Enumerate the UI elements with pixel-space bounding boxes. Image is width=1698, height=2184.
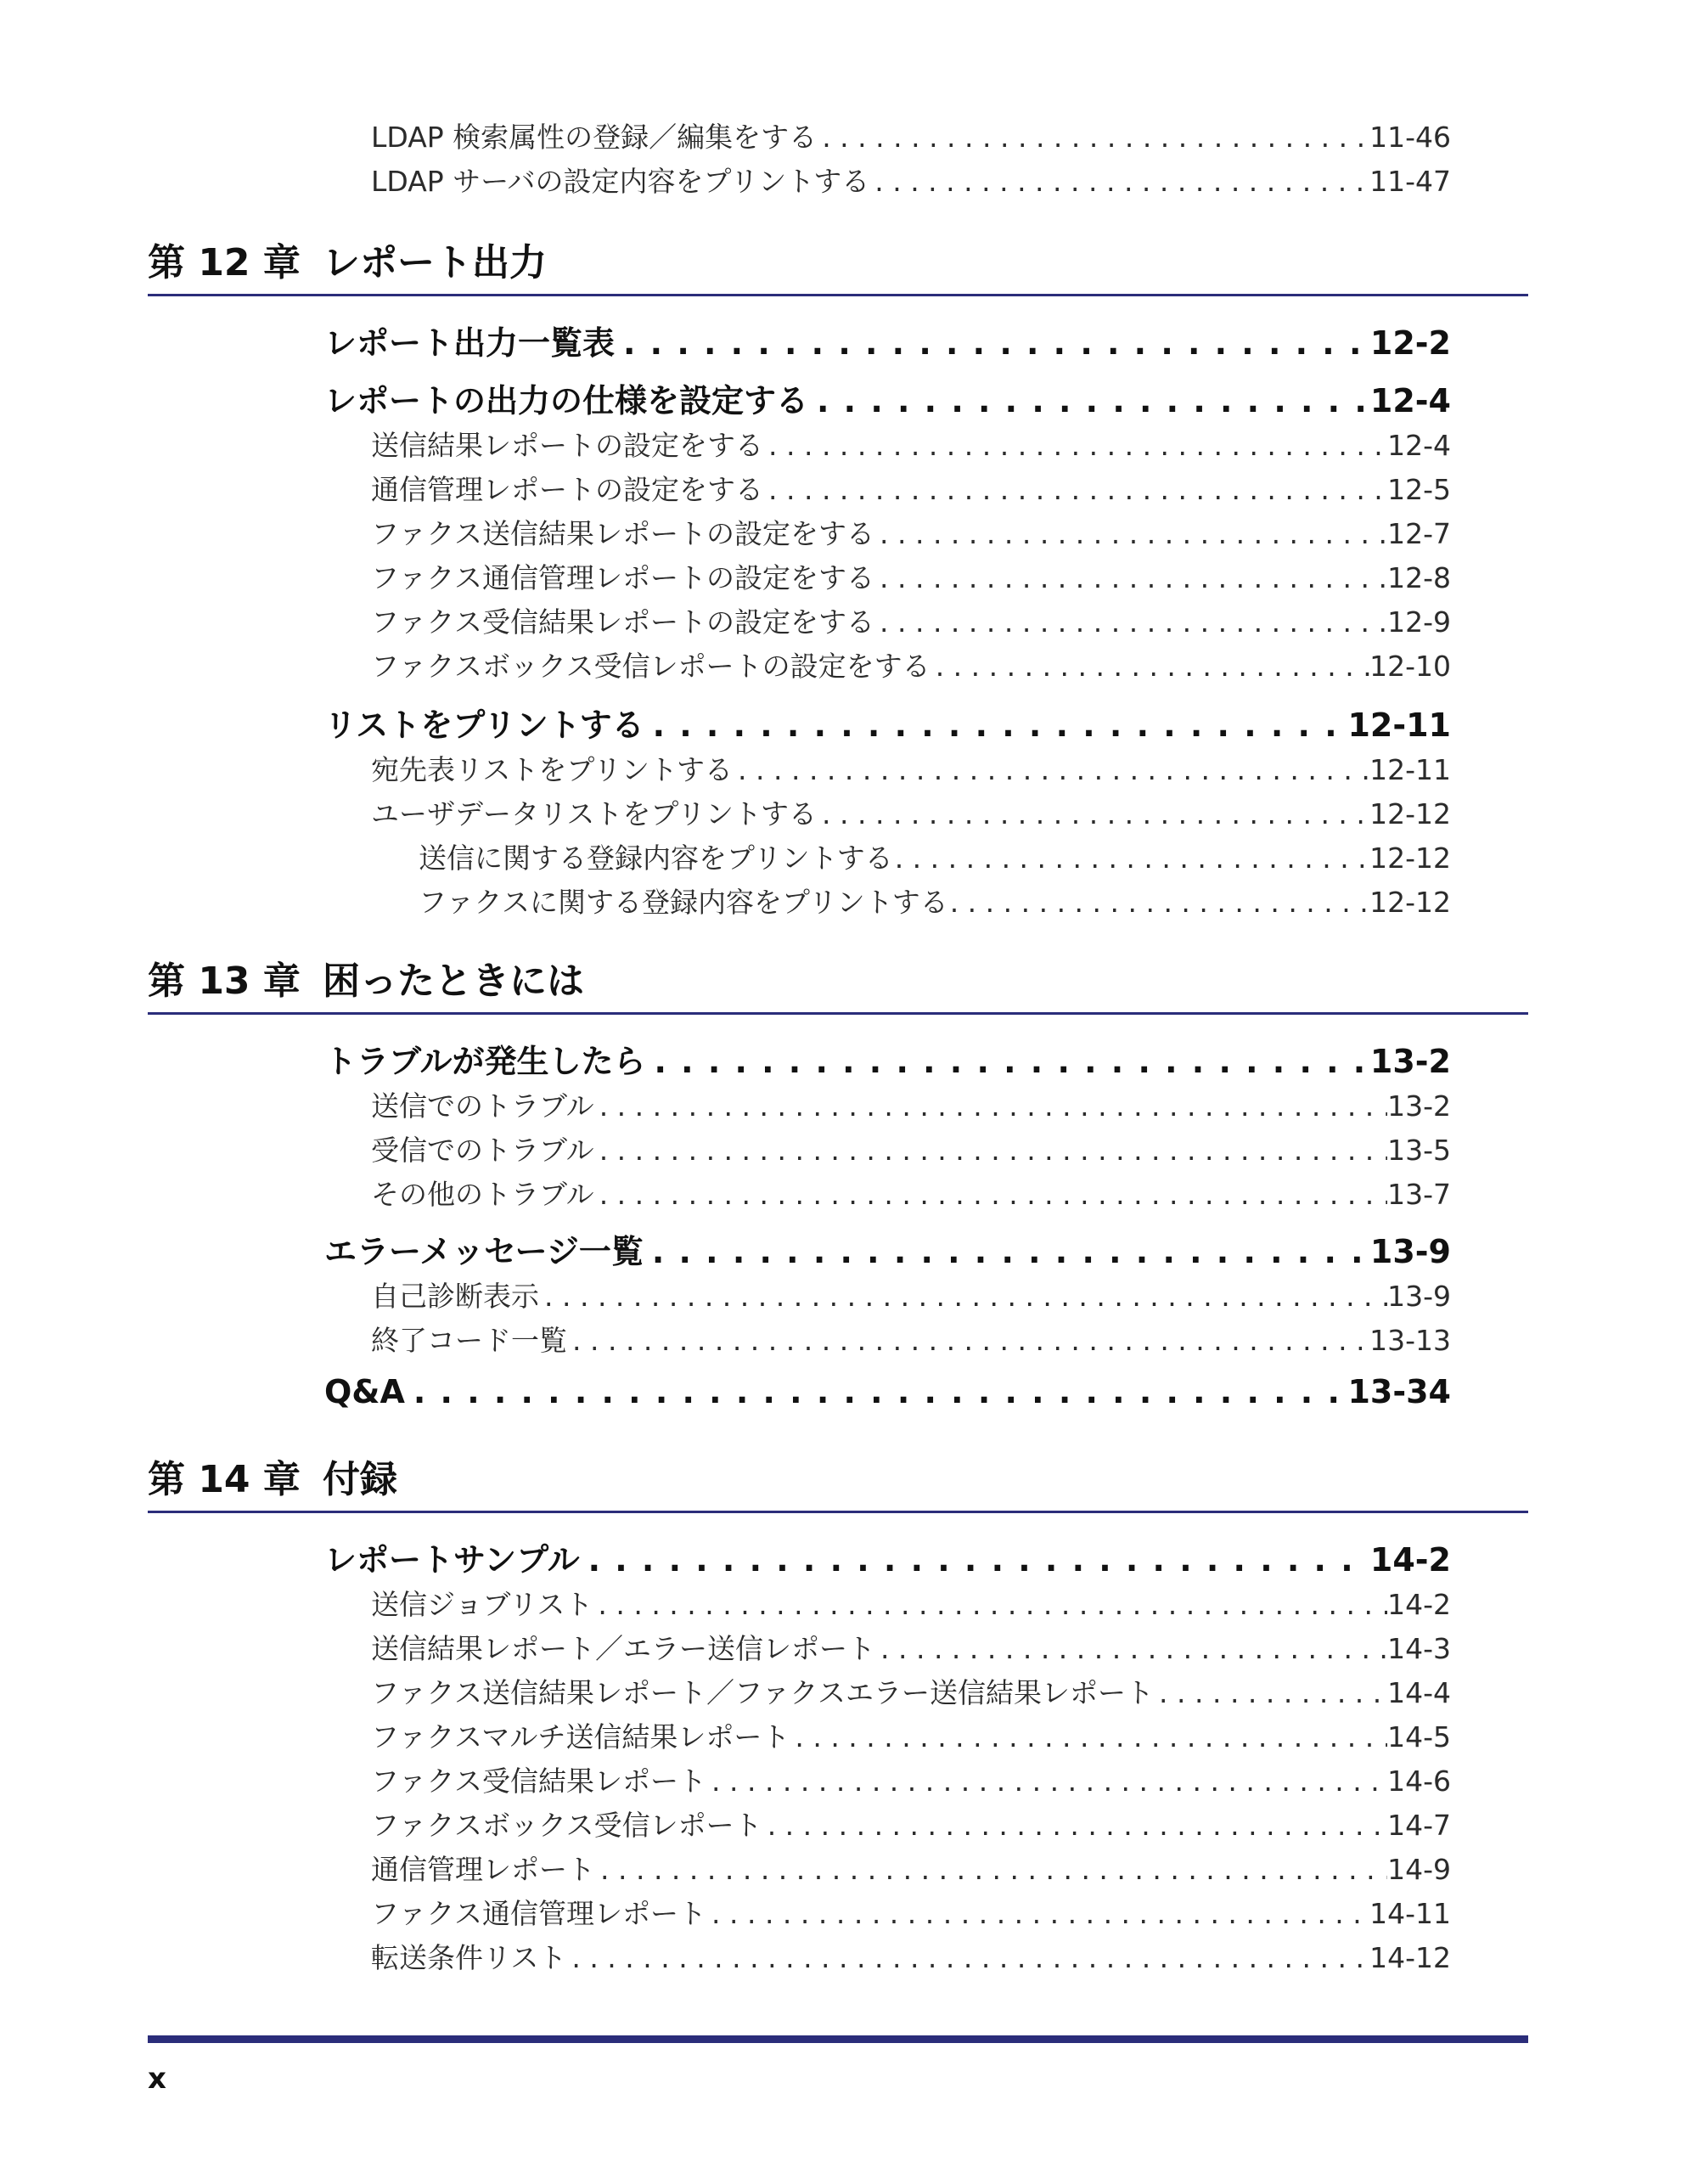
toc-entry[interactable] (371, 600, 1451, 640)
toc-entry[interactable] (371, 468, 1451, 508)
toc-entry[interactable] (371, 645, 1451, 684)
chapter-number: 第 14 章 (148, 1458, 301, 1501)
toc-entry[interactable] (371, 1671, 1451, 1711)
dot-leader (405, 1373, 1348, 1410)
toc-entry-page: 14-4 (1387, 1676, 1451, 1709)
toc-entry-page: 14-11 (1369, 1897, 1451, 1930)
toc-entry-title: 受信でのトラブル (371, 1134, 594, 1167)
toc-entry[interactable] (371, 1759, 1451, 1799)
toc-entry[interactable] (371, 1715, 1451, 1755)
toc-entry-page: 14-12 (1369, 1941, 1451, 1974)
dot-leader (706, 1765, 1387, 1798)
chapter-title: 困ったときには (323, 960, 584, 1003)
toc-entry[interactable] (371, 1275, 1451, 1314)
toc-entry-page: 13-13 (1369, 1324, 1451, 1357)
chapter-rule (148, 1012, 1528, 1015)
toc-entry[interactable] (371, 1319, 1451, 1359)
toc-entry-title: ファクス送信結果レポートの設定をする (371, 517, 875, 550)
chapter-title: 付録 (323, 1458, 397, 1501)
dot-leader (566, 1941, 1369, 1974)
toc-entry[interactable] (371, 1173, 1451, 1213)
toc-entry-title: 通信管理レポートの設定をする (371, 473, 763, 506)
toc-entry-page: 14-2 (1387, 1588, 1451, 1621)
toc-entry-title: 自己診断表示 (371, 1280, 539, 1313)
chapter-number: 第 13 章 (148, 960, 301, 1003)
toc-section-page: 12-11 (1347, 706, 1451, 744)
toc-entry-title: LDAP サーバの設定内容をプリントする (371, 165, 870, 198)
toc-entry-page: 12-12 (1369, 797, 1451, 830)
toc-entry[interactable] (371, 424, 1451, 464)
toc-entry-page: 12-11 (1369, 753, 1451, 786)
footer-rule (148, 2035, 1528, 2043)
toc-section-title: Q&A (324, 1373, 405, 1410)
dot-leader (763, 473, 1387, 506)
dot-leader (817, 797, 1369, 830)
toc-subentry-page: 12-12 (1369, 886, 1451, 919)
dot-leader (733, 753, 1369, 786)
toc-entry[interactable] (371, 160, 1451, 200)
chapter-rule (148, 1511, 1528, 1513)
toc-entry-title: 転送条件リスト (371, 1941, 567, 1974)
toc-entry-page: 11-46 (1369, 121, 1451, 154)
toc-entry-title: 送信結果レポート／エラー送信レポート (371, 1632, 875, 1665)
toc-section[interactable] (324, 317, 1451, 363)
toc-entry-title: ユーザデータリストをプリントする (371, 797, 818, 830)
chapter-heading (148, 1449, 1527, 1500)
dot-leader (539, 1280, 1387, 1313)
dot-leader (874, 561, 1387, 594)
dot-leader (645, 1043, 1369, 1080)
toc-entry[interactable] (371, 792, 1451, 832)
dot-leader (931, 650, 1369, 683)
toc-section-title: エラーメッセージ一覧 (324, 1233, 644, 1270)
toc-entry-title: ファクスマルチ送信結果レポート (371, 1720, 790, 1753)
toc-section-title: レポートの出力の仕様を設定する (324, 382, 809, 419)
toc-entry-page: 12-7 (1387, 517, 1451, 550)
dot-leader (874, 605, 1387, 639)
toc-entry-title: 送信結果レポートの設定をする (371, 429, 763, 462)
toc-subentry-page: 12-12 (1369, 842, 1451, 875)
dot-leader (644, 706, 1348, 744)
toc-entry-page: 12-10 (1369, 650, 1451, 683)
toc-entry-page: 14-6 (1387, 1765, 1451, 1798)
toc-entry-title: ファクス通信管理レポートの設定をする (371, 561, 875, 594)
toc-entry-title: ファクスボックス受信レポート (371, 1809, 762, 1842)
toc-section-page: 14-2 (1369, 1541, 1451, 1579)
dot-leader (595, 1853, 1387, 1886)
toc-entry-page: 14-5 (1387, 1720, 1451, 1753)
toc-section[interactable] (324, 1035, 1451, 1082)
dot-leader (874, 517, 1387, 550)
dot-leader (948, 886, 1369, 919)
chapter-title: レポート出力 (323, 241, 547, 284)
toc-entry[interactable] (371, 512, 1451, 552)
toc-entry-page: 14-9 (1387, 1853, 1451, 1886)
dot-leader (594, 1178, 1387, 1211)
toc-entry-title: 終了コード一覧 (371, 1324, 567, 1357)
toc-entry[interactable] (371, 1583, 1451, 1623)
toc-section-page: 12-2 (1369, 324, 1451, 362)
toc-subentry-title: 送信に関する登録内容をプリントする (419, 842, 893, 875)
toc-entry-page: 12-9 (1387, 605, 1451, 639)
toc-entry-title: LDAP 検索属性の登録／編集をする (371, 121, 818, 154)
dot-leader (763, 429, 1387, 462)
toc-entry-page: 12-5 (1387, 473, 1451, 506)
toc-entry-page: 13-5 (1387, 1134, 1451, 1167)
chapter-heading (148, 950, 1527, 1001)
toc-section[interactable] (324, 699, 1451, 746)
dot-leader (817, 121, 1369, 154)
toc-entry[interactable] (371, 1084, 1451, 1124)
chapter-heading (148, 232, 1527, 283)
toc-entry[interactable] (371, 556, 1451, 596)
toc-entry[interactable] (371, 1627, 1451, 1667)
dot-leader (594, 1089, 1387, 1123)
toc-section-title: レポート出力一覧表 (324, 324, 616, 362)
dot-leader (580, 1541, 1370, 1579)
dot-leader (594, 1134, 1387, 1167)
toc-entry-title: ファクス受信結果レポート (371, 1765, 707, 1798)
toc-section[interactable] (324, 1534, 1451, 1580)
dot-leader (790, 1720, 1387, 1753)
toc-entry-title: ファクス受信結果レポートの設定をする (371, 605, 875, 639)
toc-subentry[interactable] (419, 881, 1451, 920)
dot-leader (644, 1233, 1370, 1270)
toc-entry-title: 通信管理レポート (371, 1853, 595, 1886)
toc-entry-title: 送信でのトラブル (371, 1089, 594, 1123)
toc-entry[interactable] (371, 1892, 1451, 1932)
toc-entry-title: ファクス送信結果レポート／ファクスエラー送信結果レポート (371, 1676, 1155, 1709)
dot-leader (869, 165, 1369, 198)
toc-section-page: 13-9 (1369, 1233, 1451, 1270)
toc-entry-title: 送信ジョブリスト (371, 1588, 593, 1621)
page-number: x (148, 2062, 166, 2096)
toc-entry-title: ファクス通信管理レポート (371, 1897, 707, 1930)
dot-leader (893, 842, 1369, 875)
chapter-number: 第 12 章 (148, 241, 301, 284)
chapter-rule (148, 294, 1528, 296)
toc-entry-title: 宛先表リストをプリントする (371, 753, 734, 786)
toc-entry-page: 13-2 (1387, 1089, 1451, 1123)
toc-section-page: 13-34 (1347, 1373, 1451, 1410)
toc-section-page: 12-4 (1369, 382, 1451, 419)
toc-entry[interactable] (371, 1804, 1451, 1843)
dot-leader (593, 1588, 1387, 1621)
toc-entry[interactable] (371, 1936, 1451, 1976)
dot-leader (567, 1324, 1369, 1357)
dot-leader (706, 1897, 1369, 1930)
toc-entry-page: 12-8 (1387, 561, 1451, 594)
toc-entry-title: その他のトラブル (371, 1178, 594, 1211)
toc-entry-page: 13-7 (1387, 1178, 1451, 1211)
toc-entry[interactable] (371, 1848, 1451, 1888)
toc-section[interactable] (324, 374, 1451, 421)
toc-entry-page: 11-47 (1369, 165, 1451, 198)
toc-section-title: レポートサンプル (324, 1541, 580, 1579)
toc-subentry-title: ファクスに関する登録内容をプリントする (419, 886, 948, 919)
toc-entry-page: 14-7 (1387, 1809, 1451, 1842)
dot-leader (615, 324, 1370, 362)
toc-entry[interactable] (371, 115, 1451, 155)
toc-subentry[interactable] (419, 836, 1451, 876)
toc-section[interactable] (324, 1225, 1451, 1272)
toc-section-title: トラブルが発生したら (324, 1043, 646, 1080)
toc-section-page: 13-2 (1369, 1043, 1451, 1080)
toc-section[interactable] (324, 1373, 1451, 1410)
dot-leader (762, 1809, 1387, 1842)
toc-entry-page: 13-9 (1387, 1280, 1451, 1313)
dot-leader (875, 1632, 1387, 1665)
toc-entry-page: 14-3 (1387, 1632, 1451, 1665)
toc-section-title: リストをプリントする (324, 706, 644, 744)
toc-entry[interactable] (371, 1129, 1451, 1168)
toc-entry[interactable] (371, 748, 1451, 788)
dot-leader (808, 382, 1370, 419)
toc-entry-title: ファクスボックス受信レポートの設定をする (371, 650, 931, 683)
dot-leader (1154, 1676, 1387, 1709)
toc-entry-page: 12-4 (1387, 429, 1451, 462)
